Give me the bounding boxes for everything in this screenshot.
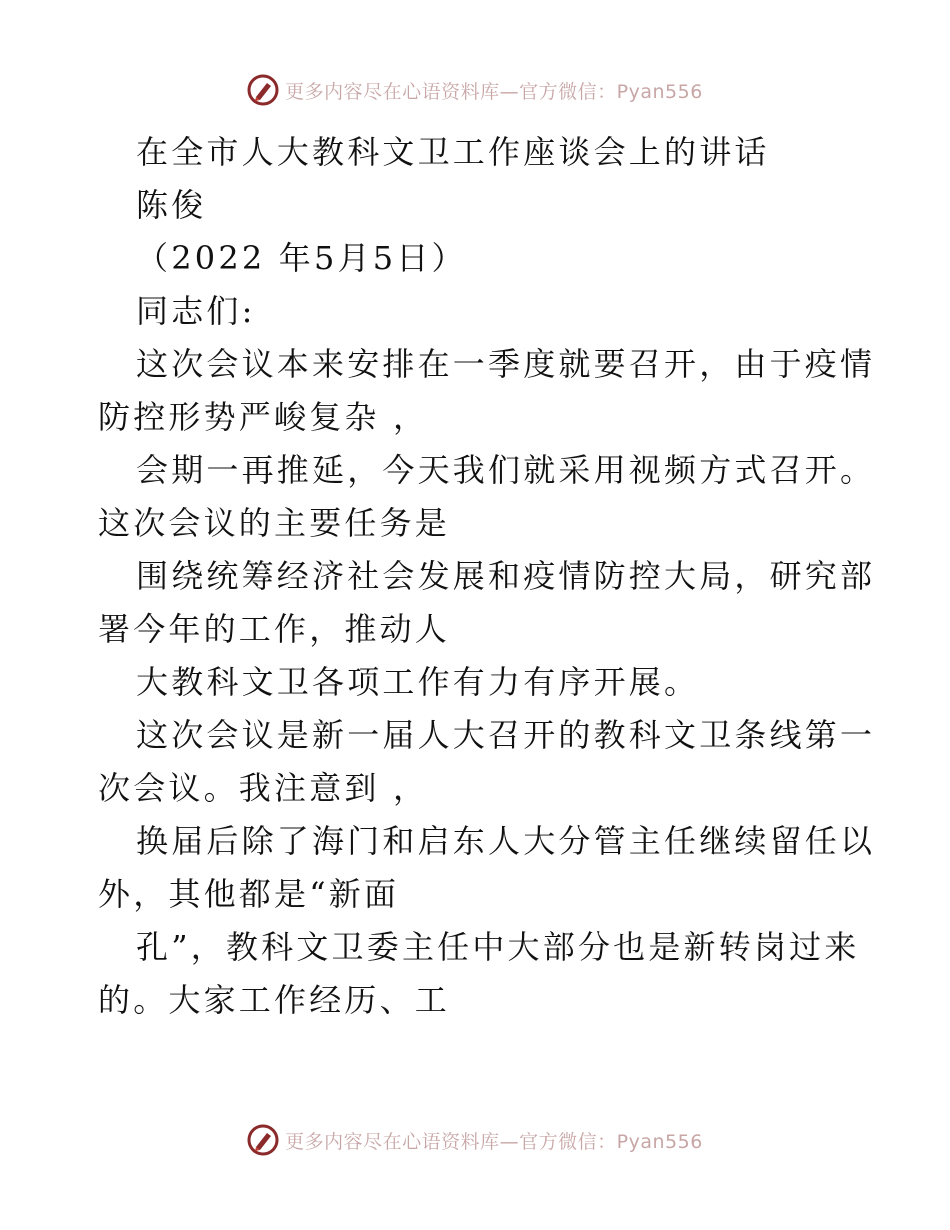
text-line: 这次会议是新一届人大召开的教科文卫条线第一 xyxy=(136,716,876,754)
text-line: 陈俊 xyxy=(136,186,207,224)
text-line: （2022 年5月5日） xyxy=(136,239,467,277)
text-line: 换届后除了海门和启东人大分管主任继续留任以 xyxy=(136,822,876,860)
text-line: 在全市人大教科文卫工作座谈会上的讲话 xyxy=(136,133,770,171)
text-line: 围绕统筹经济社会发展和疫情防控大局，研究部 xyxy=(136,557,876,595)
text-line: 孔”，教科文卫委主任中大部分也是新转岗过来 xyxy=(136,928,860,966)
text-line: 的。大家工作经历、工 xyxy=(98,981,451,1019)
text-line: 外，其他都是“新面 xyxy=(98,875,400,913)
text-line: 防控形势严峻复杂 ， xyxy=(98,398,429,436)
text-line: 次会议。我注意到 ， xyxy=(98,769,429,807)
text-line: 大教科文卫各项工作有力有序开展。 xyxy=(136,663,700,701)
watermark-text: 更多内容尽在心语资料库—官方微信：Pyan556 xyxy=(285,1130,703,1153)
watermark-text: 更多内容尽在心语资料库—官方微信：Pyan556 xyxy=(285,80,703,103)
text-line: 署今年的工作，推动人 xyxy=(98,610,451,648)
watermark-footer xyxy=(0,1120,950,1160)
text-line: 会期一再推延，今天我们就采用视频方式召开。 xyxy=(136,451,876,489)
pen-logo-icon xyxy=(247,74,279,106)
watermark-header xyxy=(0,70,950,110)
text-line: 同志们: xyxy=(136,292,256,330)
text-line: 这次会议的主要任务是 xyxy=(98,504,451,542)
pen-logo-icon xyxy=(247,1124,279,1156)
text-line: 这次会议本来安排在一季度就要召开，由于疫情 xyxy=(136,345,876,383)
document-body xyxy=(98,126,876,1027)
